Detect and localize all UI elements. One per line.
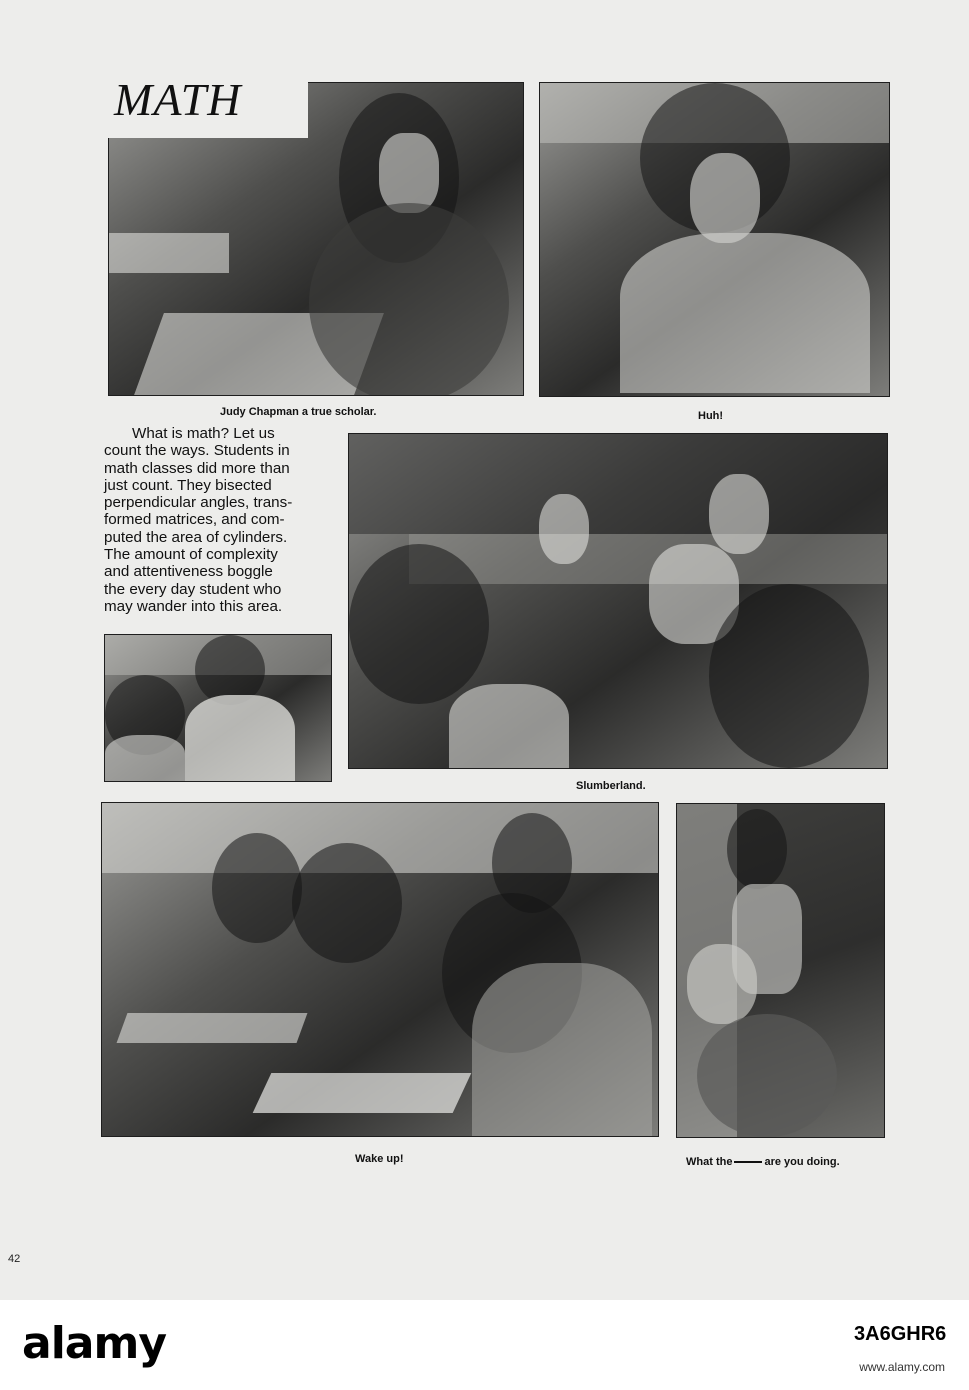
photo-wake-up [101,802,659,1137]
body-line: may wander into this area. [104,597,283,615]
caption-slumberland: Slumberland. [576,780,646,792]
page-title: MATH [114,74,242,125]
body-line: What is math? Let us [132,425,275,442]
body-line: the every day student who [104,580,282,598]
caption-what-the-suffix: are you doing. [764,1156,840,1168]
body-line: perpendicular angles, trans- [104,494,293,512]
photo-two-students [104,634,332,782]
alamy-logo: alamy [22,1318,166,1369]
body-line: puted the area of cylinders. [104,528,288,546]
caption-what-the [686,1156,840,1168]
body-line: just count. They bisected [104,476,272,494]
site-url: www.alamy.com [859,1360,945,1374]
body-line: formed matrices, and com- [104,511,285,529]
caption-huh: Huh! [698,410,724,422]
page-number: 42 [8,1253,21,1265]
photo-what-the [676,803,885,1138]
photo-slumberland [348,433,888,769]
image-id: 3A6GHR6 [854,1323,947,1345]
caption-what-the-prefix: What the [686,1156,733,1168]
photo-huh [539,82,890,397]
caption-scholar: Judy Chapman a true scholar. [220,406,377,418]
body-line: The amount of complexity [104,546,278,564]
caption-wake-up: Wake up! [355,1153,404,1165]
body-line: and attentiveness boggle [104,563,273,581]
article-body [104,425,344,615]
body-line: math classes did more than [104,459,290,477]
body-line: count the ways. Students in [104,442,290,460]
caption-blank [734,1161,762,1163]
